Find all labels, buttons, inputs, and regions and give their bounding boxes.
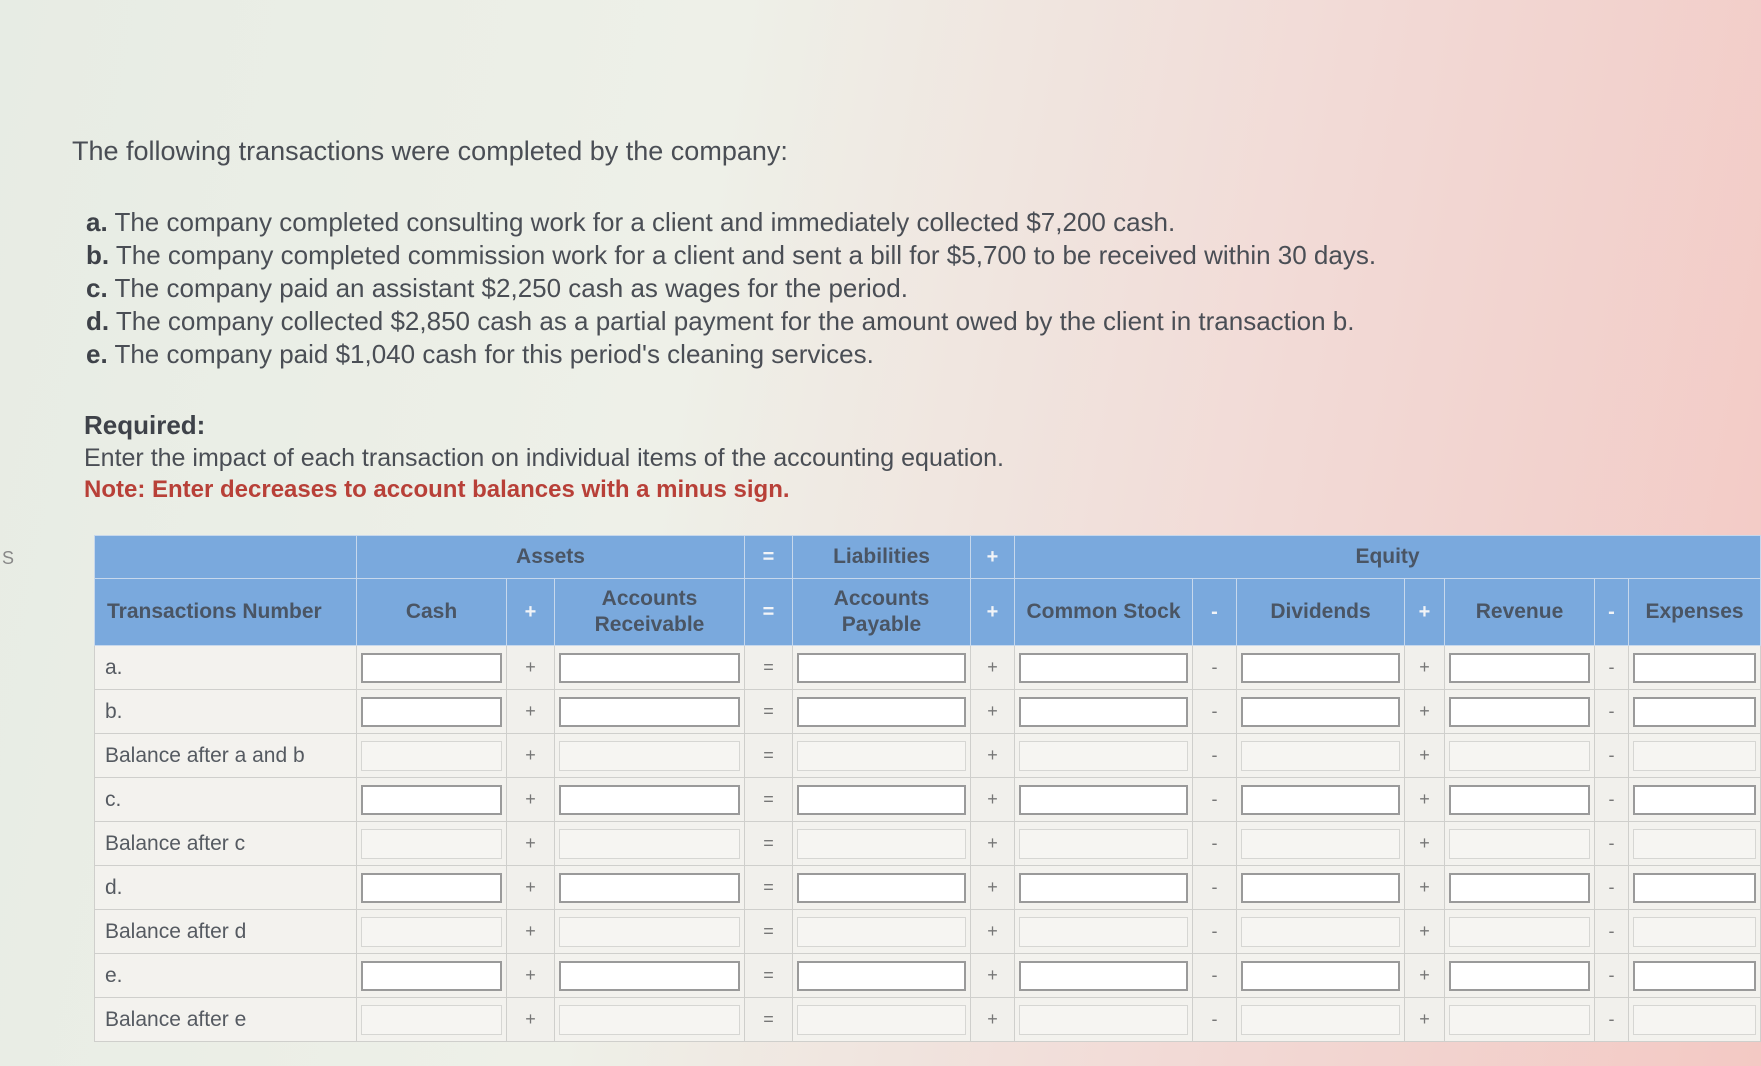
dividends-cell [1237,866,1405,910]
accounts-payable-cell [793,866,971,910]
common-stock-cell [1015,690,1193,734]
plus-operator: + [971,690,1015,734]
expenses-input[interactable] [1633,829,1756,859]
dividends-cell [1237,910,1405,954]
revenue-input[interactable] [1449,697,1590,727]
dividends-cell [1237,998,1405,1042]
equals-operator: = [745,822,793,866]
minus-header: - [1595,579,1629,646]
common-stock-cell [1015,822,1193,866]
cash-cell [357,734,507,778]
common-stock-cell [1015,998,1193,1042]
accounts-payable-input[interactable] [797,697,966,727]
row-label: Balance after d [95,910,357,954]
transaction-text: The company completed consulting work for a client and immediately collected $7,200 cash. [114,207,1176,237]
liabilities-group-header: Liabilities [793,536,971,579]
minus-operator: - [1193,822,1237,866]
expenses-cell [1629,734,1761,778]
accounts-receivable-input[interactable] [559,961,740,991]
common-stock-cell [1015,910,1193,954]
common-stock-cell [1015,734,1193,778]
accounts-payable-input[interactable] [797,1005,966,1035]
table-row [95,822,1761,866]
minus-operator: - [1595,910,1629,954]
expenses-cell [1629,998,1761,1042]
plus-operator: + [507,778,555,822]
expenses-input[interactable] [1633,917,1756,947]
transaction-e [86,338,1376,371]
transaction-a [86,206,1376,239]
cash-header: Cash [357,579,507,646]
dividends-cell [1237,690,1405,734]
transaction-d [86,305,1376,338]
equals-group-header: = [745,536,793,579]
common-stock-input[interactable] [1019,1005,1188,1035]
table-body [95,646,1761,1042]
plus-operator: + [507,690,555,734]
accounts-receivable-input[interactable] [559,697,740,727]
minus-operator: - [1595,866,1629,910]
accounts-receivable-input[interactable] [559,829,740,859]
assets-group-header: Assets [357,536,745,579]
accounts-receivable-input[interactable] [559,785,740,815]
transaction-text: The company paid $1,040 cash for this period's cleaning services. [114,339,874,369]
transactions-number-header: Transactions Number [95,579,357,646]
equals-operator: = [745,998,793,1042]
accounts-receivable-cell [555,822,745,866]
equals-operator: = [745,734,793,778]
minus-operator: - [1193,866,1237,910]
cash-cell [357,822,507,866]
cash-input[interactable] [361,917,502,947]
expenses-cell [1629,910,1761,954]
equity-group-header: Equity [1015,536,1761,579]
dividends-cell [1237,646,1405,690]
accounts-receivable-input[interactable] [559,1005,740,1035]
plus-operator: + [1405,910,1445,954]
minus-operator: - [1595,778,1629,822]
expenses-cell [1629,646,1761,690]
accounts-receivable-cell [555,954,745,998]
dividends-input[interactable] [1241,741,1400,771]
equals-operator: = [745,646,793,690]
common-stock-header: Common Stock [1015,579,1193,646]
transaction-letter: c. [86,273,108,303]
accounts-payable-input[interactable] [797,873,966,903]
common-stock-input[interactable] [1019,653,1188,683]
dividends-input[interactable] [1241,873,1400,903]
expenses-input[interactable] [1633,785,1756,815]
row-label: a. [95,646,357,690]
required-section [84,408,1004,506]
plus-operator: + [507,866,555,910]
transaction-b [86,239,1376,272]
plus-operator: + [971,822,1015,866]
accounts-receivable-cell [555,778,745,822]
accounts-payable-cell [793,646,971,690]
minus-operator: - [1595,734,1629,778]
row-label: b. [95,690,357,734]
cash-cell [357,866,507,910]
minus-operator: - [1193,998,1237,1042]
minus-operator: - [1193,910,1237,954]
cash-input[interactable] [361,1005,502,1035]
plus-operator: + [1405,998,1445,1042]
dividends-input[interactable] [1241,697,1400,727]
accounts-payable-input[interactable] [797,829,966,859]
cash-input[interactable] [361,961,502,991]
minus-operator: - [1193,646,1237,690]
accounts-receivable-input[interactable] [559,917,740,947]
dividends-cell [1237,734,1405,778]
dividends-cell [1237,954,1405,998]
dividends-input[interactable] [1241,653,1400,683]
cash-cell [357,690,507,734]
table-row [95,998,1761,1042]
plus-operator: + [971,734,1015,778]
revenue-input[interactable] [1449,873,1590,903]
plus-operator: + [1405,690,1445,734]
accounts-payable-input[interactable] [797,741,966,771]
revenue-cell [1445,954,1595,998]
accounts-receivable-input[interactable] [559,653,740,683]
plus-group-header: + [971,536,1015,579]
minus-operator: - [1595,646,1629,690]
plus-operator: + [507,646,555,690]
transaction-text: The company paid an assistant $2,250 cash as wages for the period. [114,273,908,303]
expenses-input[interactable] [1633,653,1756,683]
expenses-cell [1629,690,1761,734]
revenue-header: Revenue [1445,579,1595,646]
plus-operator: + [1405,866,1445,910]
row-label: d. [95,866,357,910]
common-stock-input[interactable] [1019,873,1188,903]
plus-operator: + [1405,954,1445,998]
revenue-cell [1445,734,1595,778]
equals-header: = [745,579,793,646]
revenue-input[interactable] [1449,917,1590,947]
accounts-payable-input[interactable] [797,961,966,991]
revenue-cell [1445,910,1595,954]
edge-letter: S [2,548,15,568]
common-stock-input[interactable] [1019,829,1188,859]
accounting-equation-table [94,535,1761,1042]
equals-operator: = [745,866,793,910]
minus-operator: - [1595,954,1629,998]
transaction-text: The company completed commission work for a client and sent a bill for $5,700 to be received within 30 days. [115,240,1377,270]
plus-operator: + [971,866,1015,910]
equals-operator: = [745,778,793,822]
accounts-payable-cell [793,734,971,778]
common-stock-input[interactable] [1019,961,1188,991]
accounts-payable-cell [793,910,971,954]
table-row [95,734,1761,778]
minus-operator: - [1193,954,1237,998]
revenue-input[interactable] [1449,1005,1590,1035]
revenue-input[interactable] [1449,829,1590,859]
table-row [95,866,1761,910]
plus-operator: + [1405,646,1445,690]
table-row [95,646,1761,690]
plus-header: + [1405,579,1445,646]
accounts-payable-input[interactable] [797,653,966,683]
minus-operator: - [1193,778,1237,822]
plus-operator: + [971,954,1015,998]
plus-operator: + [1405,822,1445,866]
dividends-input[interactable] [1241,785,1400,815]
equals-operator: = [745,910,793,954]
cash-input[interactable] [361,829,502,859]
cash-cell [357,910,507,954]
required-note: Note: Enter decreases to account balances with a minus sign. [84,476,790,503]
minus-operator: - [1193,690,1237,734]
transaction-letter: a. [86,207,108,237]
accounts-receivable-cell [555,998,745,1042]
required-title: Required: [84,410,206,440]
plus-operator: + [507,734,555,778]
row-label: c. [95,778,357,822]
cash-cell [357,646,507,690]
accounts-payable-cell [793,998,971,1042]
equals-operator: = [745,954,793,998]
transaction-letter: e. [86,339,108,369]
cash-input[interactable] [361,785,502,815]
intro-text: The following transactions were completed by the company: [72,136,788,166]
cash-cell [357,778,507,822]
plus-operator: + [971,646,1015,690]
common-stock-cell [1015,778,1193,822]
dividends-input[interactable] [1241,961,1400,991]
common-stock-input[interactable] [1019,785,1188,815]
revenue-input[interactable] [1449,741,1590,771]
expenses-input[interactable] [1633,873,1756,903]
accounts-payable-cell [793,690,971,734]
accounts-receivable-cell [555,646,745,690]
accounts-payable-header: Accounts Payable [793,579,971,646]
revenue-input[interactable] [1449,653,1590,683]
table-row [95,778,1761,822]
revenue-input[interactable] [1449,785,1590,815]
plus-header: + [507,579,555,646]
transaction-text: The company collected $2,850 cash as a partial payment for the amount owed by the client in transaction b. [115,306,1355,336]
cash-cell [357,954,507,998]
accounts-payable-cell [793,778,971,822]
dividends-cell [1237,778,1405,822]
expenses-input[interactable] [1633,961,1756,991]
row-label: e. [95,954,357,998]
revenue-input[interactable] [1449,961,1590,991]
expenses-input[interactable] [1633,1005,1756,1035]
dividends-input[interactable] [1241,917,1400,947]
plus-operator: + [1405,734,1445,778]
transaction-c [86,272,1376,305]
table-row [95,954,1761,998]
dividends-header: Dividends [1237,579,1405,646]
revenue-cell [1445,822,1595,866]
expenses-cell [1629,954,1761,998]
expenses-cell [1629,866,1761,910]
minus-operator: - [1193,734,1237,778]
accounts-payable-input[interactable] [797,785,966,815]
plus-operator: + [971,778,1015,822]
transaction-letter: d. [86,306,110,336]
plus-operator: + [507,822,555,866]
row-label: Balance after e [95,998,357,1042]
accounts-receivable-cell [555,690,745,734]
plus-operator: + [971,910,1015,954]
row-label: Balance after a and b [95,734,357,778]
plus-operator: + [971,998,1015,1042]
dividends-input[interactable] [1241,1005,1400,1035]
transaction-letter: b. [86,240,110,270]
plus-operator: + [507,998,555,1042]
dividends-input[interactable] [1241,829,1400,859]
expenses-cell [1629,822,1761,866]
revenue-cell [1445,778,1595,822]
cash-input[interactable] [361,873,502,903]
plus-operator: + [507,910,555,954]
plus-header: + [971,579,1015,646]
accounts-receivable-cell [555,910,745,954]
required-text: Enter the impact of each transaction on individual items of the accounting equation. [84,444,1005,472]
common-stock-cell [1015,954,1193,998]
accounts-receivable-input[interactable] [559,741,740,771]
expenses-input[interactable] [1633,741,1756,771]
minus-operator: - [1595,822,1629,866]
row-label: Balance after c [95,822,357,866]
accounts-receivable-input[interactable] [559,873,740,903]
cash-cell [357,998,507,1042]
accounts-payable-input[interactable] [797,917,966,947]
expenses-header: Expenses [1629,579,1761,646]
table-row [95,910,1761,954]
expenses-cell [1629,778,1761,822]
common-stock-input[interactable] [1019,697,1188,727]
dividends-cell [1237,822,1405,866]
revenue-cell [1445,646,1595,690]
plus-operator: + [507,954,555,998]
common-stock-input[interactable] [1019,917,1188,947]
blank-header [95,536,357,579]
common-stock-input[interactable] [1019,741,1188,771]
minus-operator: - [1595,998,1629,1042]
minus-operator: - [1595,690,1629,734]
revenue-cell [1445,690,1595,734]
accounts-payable-cell [793,822,971,866]
revenue-cell [1445,998,1595,1042]
cash-input[interactable] [361,741,502,771]
common-stock-cell [1015,866,1193,910]
equals-operator: = [745,690,793,734]
common-stock-cell [1015,646,1193,690]
accounts-payable-cell [793,954,971,998]
plus-operator: + [1405,778,1445,822]
cash-input[interactable] [361,697,502,727]
minus-header: - [1193,579,1237,646]
table-row [95,690,1761,734]
accounts-receivable-cell [555,866,745,910]
expenses-input[interactable] [1633,697,1756,727]
accounts-receivable-header: Accounts Receivable [555,579,745,646]
transaction-list [86,206,1376,371]
accounts-receivable-cell [555,734,745,778]
revenue-cell [1445,866,1595,910]
cash-input[interactable] [361,653,502,683]
